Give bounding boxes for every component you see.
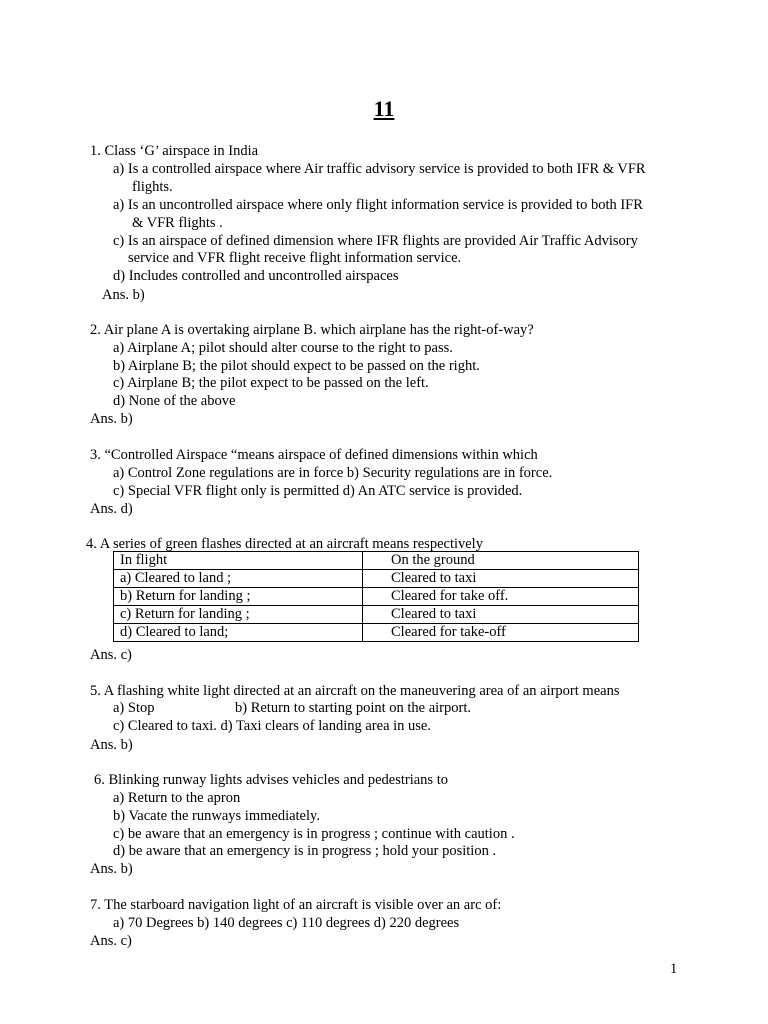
question-1-option-a: a) Is a controlled airspace where Air traffic advisory service is provided to both IFR & VFR xyxy=(113,161,646,177)
question-6-option-d: d) be aware that an emergency is in progress ; hold your position . xyxy=(113,843,497,859)
question-2-stem: 2. Air plane A is overtaking airplane B. which airplane has the right-of-way? xyxy=(90,322,534,338)
question-6-option-a: a) Return to the apron xyxy=(113,790,241,806)
question-5-options-cd: c) Cleared to taxi. d) Taxi clears of landing area in use. xyxy=(113,718,431,734)
page-number: 1 xyxy=(670,961,678,977)
question-6-option-c: c) be aware that an emergency is in progress ; continue with caution . xyxy=(113,826,515,842)
question-5-option-b: b) Return to starting point on the airport. xyxy=(235,700,471,716)
question-1-stem: 1. Class ‘G’ airspace in India xyxy=(90,143,259,159)
question-4-stem: 4. A series of green flashes directed at an aircraft means respectively xyxy=(86,536,483,552)
table-row xyxy=(114,588,639,606)
question-3-options-ab: a) Control Zone regulations are in force b) Security regulations are in force. xyxy=(113,465,553,481)
table-row xyxy=(114,624,639,642)
table-cell: c) Return for landing ; xyxy=(114,606,363,624)
table-cell: b) Return for landing ; xyxy=(114,588,363,606)
question-2-option-a: a) Airplane A; pilot should alter course to the right to pass. xyxy=(113,340,453,356)
question-1-answer: Ans. b) xyxy=(102,287,145,303)
question-1-option-b: a) Is an uncontrolled airspace where only flight information service is provided to both IFR xyxy=(113,197,643,213)
question-7-stem: 7. The starboard navigation light of an aircraft is visible over an arc of: xyxy=(90,897,502,913)
table-row xyxy=(114,570,639,588)
question-5-answer: Ans. b) xyxy=(90,737,133,753)
question-2-option-b: b) Airplane B; the pilot should expect to be passed on the right. xyxy=(113,358,480,374)
question-4-answer: Ans. c) xyxy=(90,647,132,663)
table-header-on-ground: On the ground xyxy=(363,552,639,570)
question-2-option-c: c) Airplane B; the pilot expect to be passed on the left. xyxy=(113,375,429,391)
table-row xyxy=(114,552,639,570)
question-7-options: a) 70 Degrees b) 140 degrees c) 110 degrees d) 220 degrees xyxy=(113,915,460,931)
question-6-answer: Ans. b) xyxy=(90,861,133,877)
page-heading: 11 xyxy=(373,96,395,121)
table-cell: a) Cleared to land ; xyxy=(114,570,363,588)
table-cell: Cleared for take off. xyxy=(363,588,639,606)
light-signal-table xyxy=(113,551,639,642)
question-3-options-cd: c) Special VFR flight only is permitted d) An ATC service is provided. xyxy=(113,483,523,499)
table-cell: Cleared to taxi xyxy=(363,570,639,588)
question-6-option-b: b) Vacate the runways immediately. xyxy=(113,808,320,824)
question-3-answer: Ans. d) xyxy=(90,501,133,517)
question-3-stem: 3. “Controlled Airspace “means airspace of defined dimensions within which xyxy=(90,447,538,463)
question-1-option-b-cont: & VFR flights . xyxy=(132,215,223,231)
question-1-option-a-cont: flights. xyxy=(132,179,173,195)
table-row xyxy=(114,606,639,624)
table-cell: d) Cleared to land; xyxy=(114,624,363,642)
table-cell: Cleared for take-off xyxy=(363,624,639,642)
question-6-stem: 6. Blinking runway lights advises vehicles and pedestrians to xyxy=(94,772,448,788)
question-2-option-d: d) None of the above xyxy=(113,393,236,409)
table-header-in-flight: In flight xyxy=(114,552,363,570)
question-7-answer: Ans. c) xyxy=(90,933,132,949)
table-cell: Cleared to taxi xyxy=(363,606,639,624)
question-2-answer: Ans. b) xyxy=(90,411,133,427)
question-1-option-d: d) Includes controlled and uncontrolled airspaces xyxy=(113,268,399,284)
question-5-option-a: a) Stop xyxy=(113,700,155,716)
question-1-option-c-cont: service and VFR flight receive flight information service. xyxy=(128,250,462,266)
question-1-option-c: c) Is an airspace of defined dimension where IFR flights are provided Air Traffic Advisory xyxy=(113,233,638,249)
question-5-stem: 5. A flashing white light directed at an aircraft on the maneuvering area of an airport means xyxy=(90,683,620,699)
